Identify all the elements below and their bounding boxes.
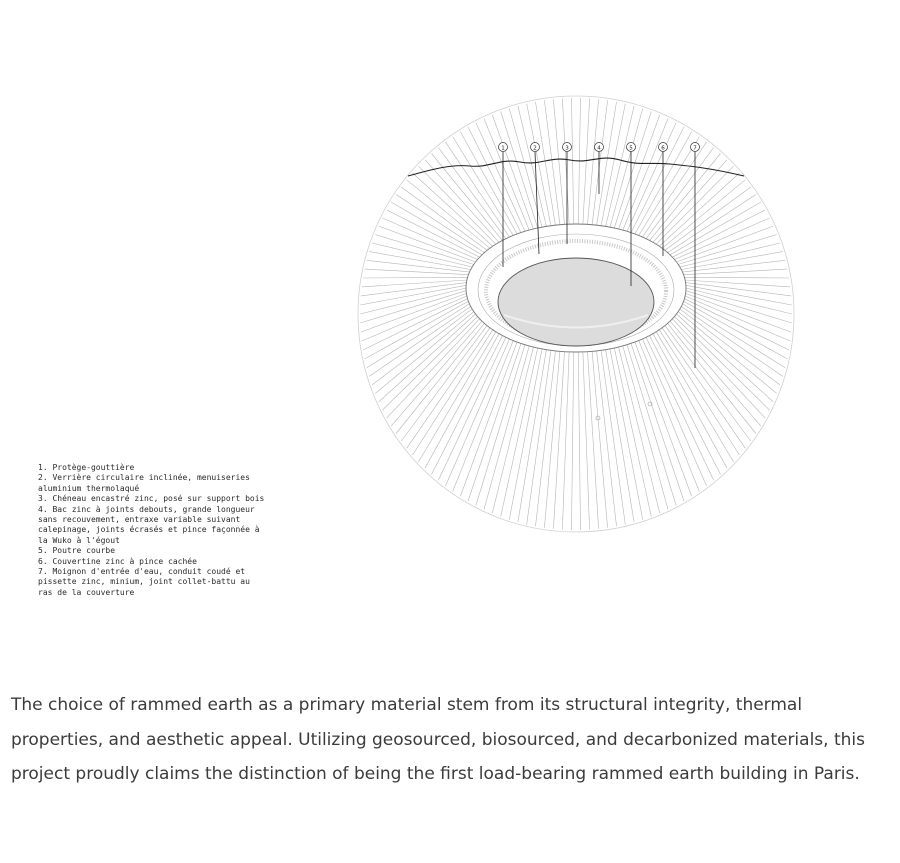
roof-seam-line <box>445 339 509 486</box>
roof-seam-line <box>665 326 751 441</box>
callout-number: 6 <box>661 145 665 152</box>
roof-seam-line <box>686 285 792 305</box>
legend-line: calepinage, joints écrasés et pince façonnée à <box>38 525 260 535</box>
roof-seam-line <box>362 280 467 287</box>
roof-seam-line <box>372 309 472 385</box>
legend-line: 4. Bac zinc à joints debouts, grande longueur <box>38 504 255 514</box>
roof-seam-line <box>614 348 651 517</box>
glass-skylight <box>498 258 654 346</box>
roof-seam-line <box>383 317 478 411</box>
roof-seam-line <box>363 277 468 278</box>
roof-seam-line <box>668 195 756 253</box>
legend-line: 1. Protège-gouttière <box>38 463 135 472</box>
roof-seam-line <box>375 235 474 265</box>
roof-seam-line <box>361 283 467 296</box>
callout-number: 2 <box>533 145 537 152</box>
roof-seam-line <box>578 352 580 530</box>
callout-number: 7 <box>693 145 697 152</box>
roof-seam-line <box>686 288 792 314</box>
caption-paragraph: The choice of rammed earth as a primary material stem from its structural integrity, thermal properties, and aesthetic appeal. Utilizing geosourced, biosourced, and decarbonized materials, this project proudly claims the distinction of being the first load-bearing rammed earth building in Paris. <box>11 695 865 784</box>
roof-seam-line <box>684 301 788 359</box>
roof-seam-line <box>686 291 792 323</box>
roof-seam-line <box>361 293 467 332</box>
legend-line: ras de la couverture <box>38 587 135 597</box>
roof-seam-line <box>668 323 756 433</box>
roof-seam-line <box>401 326 487 441</box>
roof-seam-line <box>583 98 590 224</box>
roof-seam-line <box>396 195 484 253</box>
callout-number: 4 <box>597 145 601 152</box>
roof-seam-line <box>610 349 643 520</box>
roof-seam-line <box>492 347 533 513</box>
roof-seam-line <box>387 319 480 418</box>
roof-seam-line <box>360 285 466 305</box>
callout-number: 1 <box>501 145 505 152</box>
roof-seam-line <box>646 337 714 480</box>
roof-seam-line <box>553 99 564 224</box>
roof-seam-line <box>419 166 496 244</box>
roof-seam-line <box>670 202 761 255</box>
roof-seam-line <box>460 132 517 234</box>
legend-line: 2. Verrière circulaire inclinée, menuiseries <box>38 473 250 483</box>
legend-line: aluminium thermolaqué <box>38 483 140 493</box>
roof-seam-line <box>360 291 466 323</box>
roof-seam-line <box>460 342 517 496</box>
roof-seam-line <box>360 288 466 314</box>
roof-seam-line <box>413 330 493 455</box>
legend <box>38 463 313 598</box>
legend-line: sans recouvement, entraxe variable suivant <box>38 515 241 525</box>
roof-seam-line <box>614 112 651 229</box>
legend-line: la Wuko à l'égout <box>38 535 120 545</box>
legend-line: pissette zinc, minium, joint collet-battu au <box>38 577 250 587</box>
callout-number: 3 <box>565 145 569 152</box>
roof-seam-line <box>468 343 521 501</box>
roof-seam-line <box>686 293 792 332</box>
roof-seam-line <box>653 160 727 243</box>
roof-seam-line <box>623 119 668 231</box>
roof-seam-line <box>631 343 684 501</box>
roof-seam-line <box>650 154 721 241</box>
roof-seam-line <box>362 296 467 341</box>
roof-seam-line <box>518 350 547 522</box>
roof-seam-line <box>588 352 599 529</box>
roof-seam-line <box>588 99 599 224</box>
roof-seam-line <box>681 307 783 377</box>
roof-seam-line <box>685 296 790 341</box>
roof-seam-line <box>583 352 590 530</box>
roof-seam-line <box>610 109 643 228</box>
roof-seam-line <box>646 145 714 239</box>
roof-seam-line <box>553 352 564 529</box>
roof-seam-line <box>606 106 635 226</box>
roof-seam-line <box>672 319 765 418</box>
roof-seam-line <box>413 173 493 246</box>
roof-seam-line <box>639 137 700 236</box>
roof-seam-line <box>678 312 777 394</box>
roof-seam-line <box>396 323 484 433</box>
roof-seam-line <box>407 180 490 248</box>
roof-seam-line <box>425 160 499 243</box>
roof-seam-line <box>509 349 542 520</box>
roof-seam-line <box>659 330 739 455</box>
legend-line: 7. Moignon d'entrée d'eau, conduit coudé et <box>38 567 246 577</box>
roof-seam-line <box>635 342 692 496</box>
roof-seam-line <box>686 283 792 296</box>
roof-seam-line <box>677 314 774 402</box>
roof-seam-line <box>643 142 707 237</box>
legend-line: 3. Chéneau encastré zinc, posé sur support bois <box>38 494 265 504</box>
roof-seam-line <box>572 352 574 530</box>
legend-line: 6. Couvertine zinc à pince cachée <box>38 556 197 566</box>
roof-seam-line <box>606 350 635 522</box>
roof-seam-line <box>432 154 503 241</box>
roof-seam-line <box>659 173 739 246</box>
legend-line: 5. Poutre courbe <box>38 546 116 556</box>
roof-seam-line <box>619 347 660 513</box>
roof-seam-line <box>518 106 547 226</box>
roof-seam-line <box>643 339 707 486</box>
roof-seam-line <box>365 301 469 359</box>
roof-seam-line <box>379 314 476 402</box>
roof-seam-line <box>401 187 487 250</box>
roof-seam-line <box>484 119 529 231</box>
roof-seam-line <box>685 280 790 287</box>
roof-seam-line <box>562 98 569 224</box>
roof-seam-line <box>562 352 569 530</box>
roof-seam-line <box>675 317 770 411</box>
roof-seam-line <box>662 180 745 248</box>
roof-plan-drawing <box>340 90 810 540</box>
roof-seam-line <box>685 277 790 278</box>
roof-seam-line <box>678 235 777 265</box>
roof-seam-line <box>438 145 506 239</box>
roof-seam-line <box>438 337 506 480</box>
roof-seam-line <box>501 348 538 517</box>
roof-seam-line <box>445 142 509 237</box>
roof-seam-line <box>391 202 482 255</box>
roof-seam-line <box>369 307 471 377</box>
roof-seam-line <box>665 187 751 250</box>
callout-number: 5 <box>629 145 633 152</box>
roof-seam-line <box>375 312 474 394</box>
roof-seam-line <box>501 112 538 229</box>
